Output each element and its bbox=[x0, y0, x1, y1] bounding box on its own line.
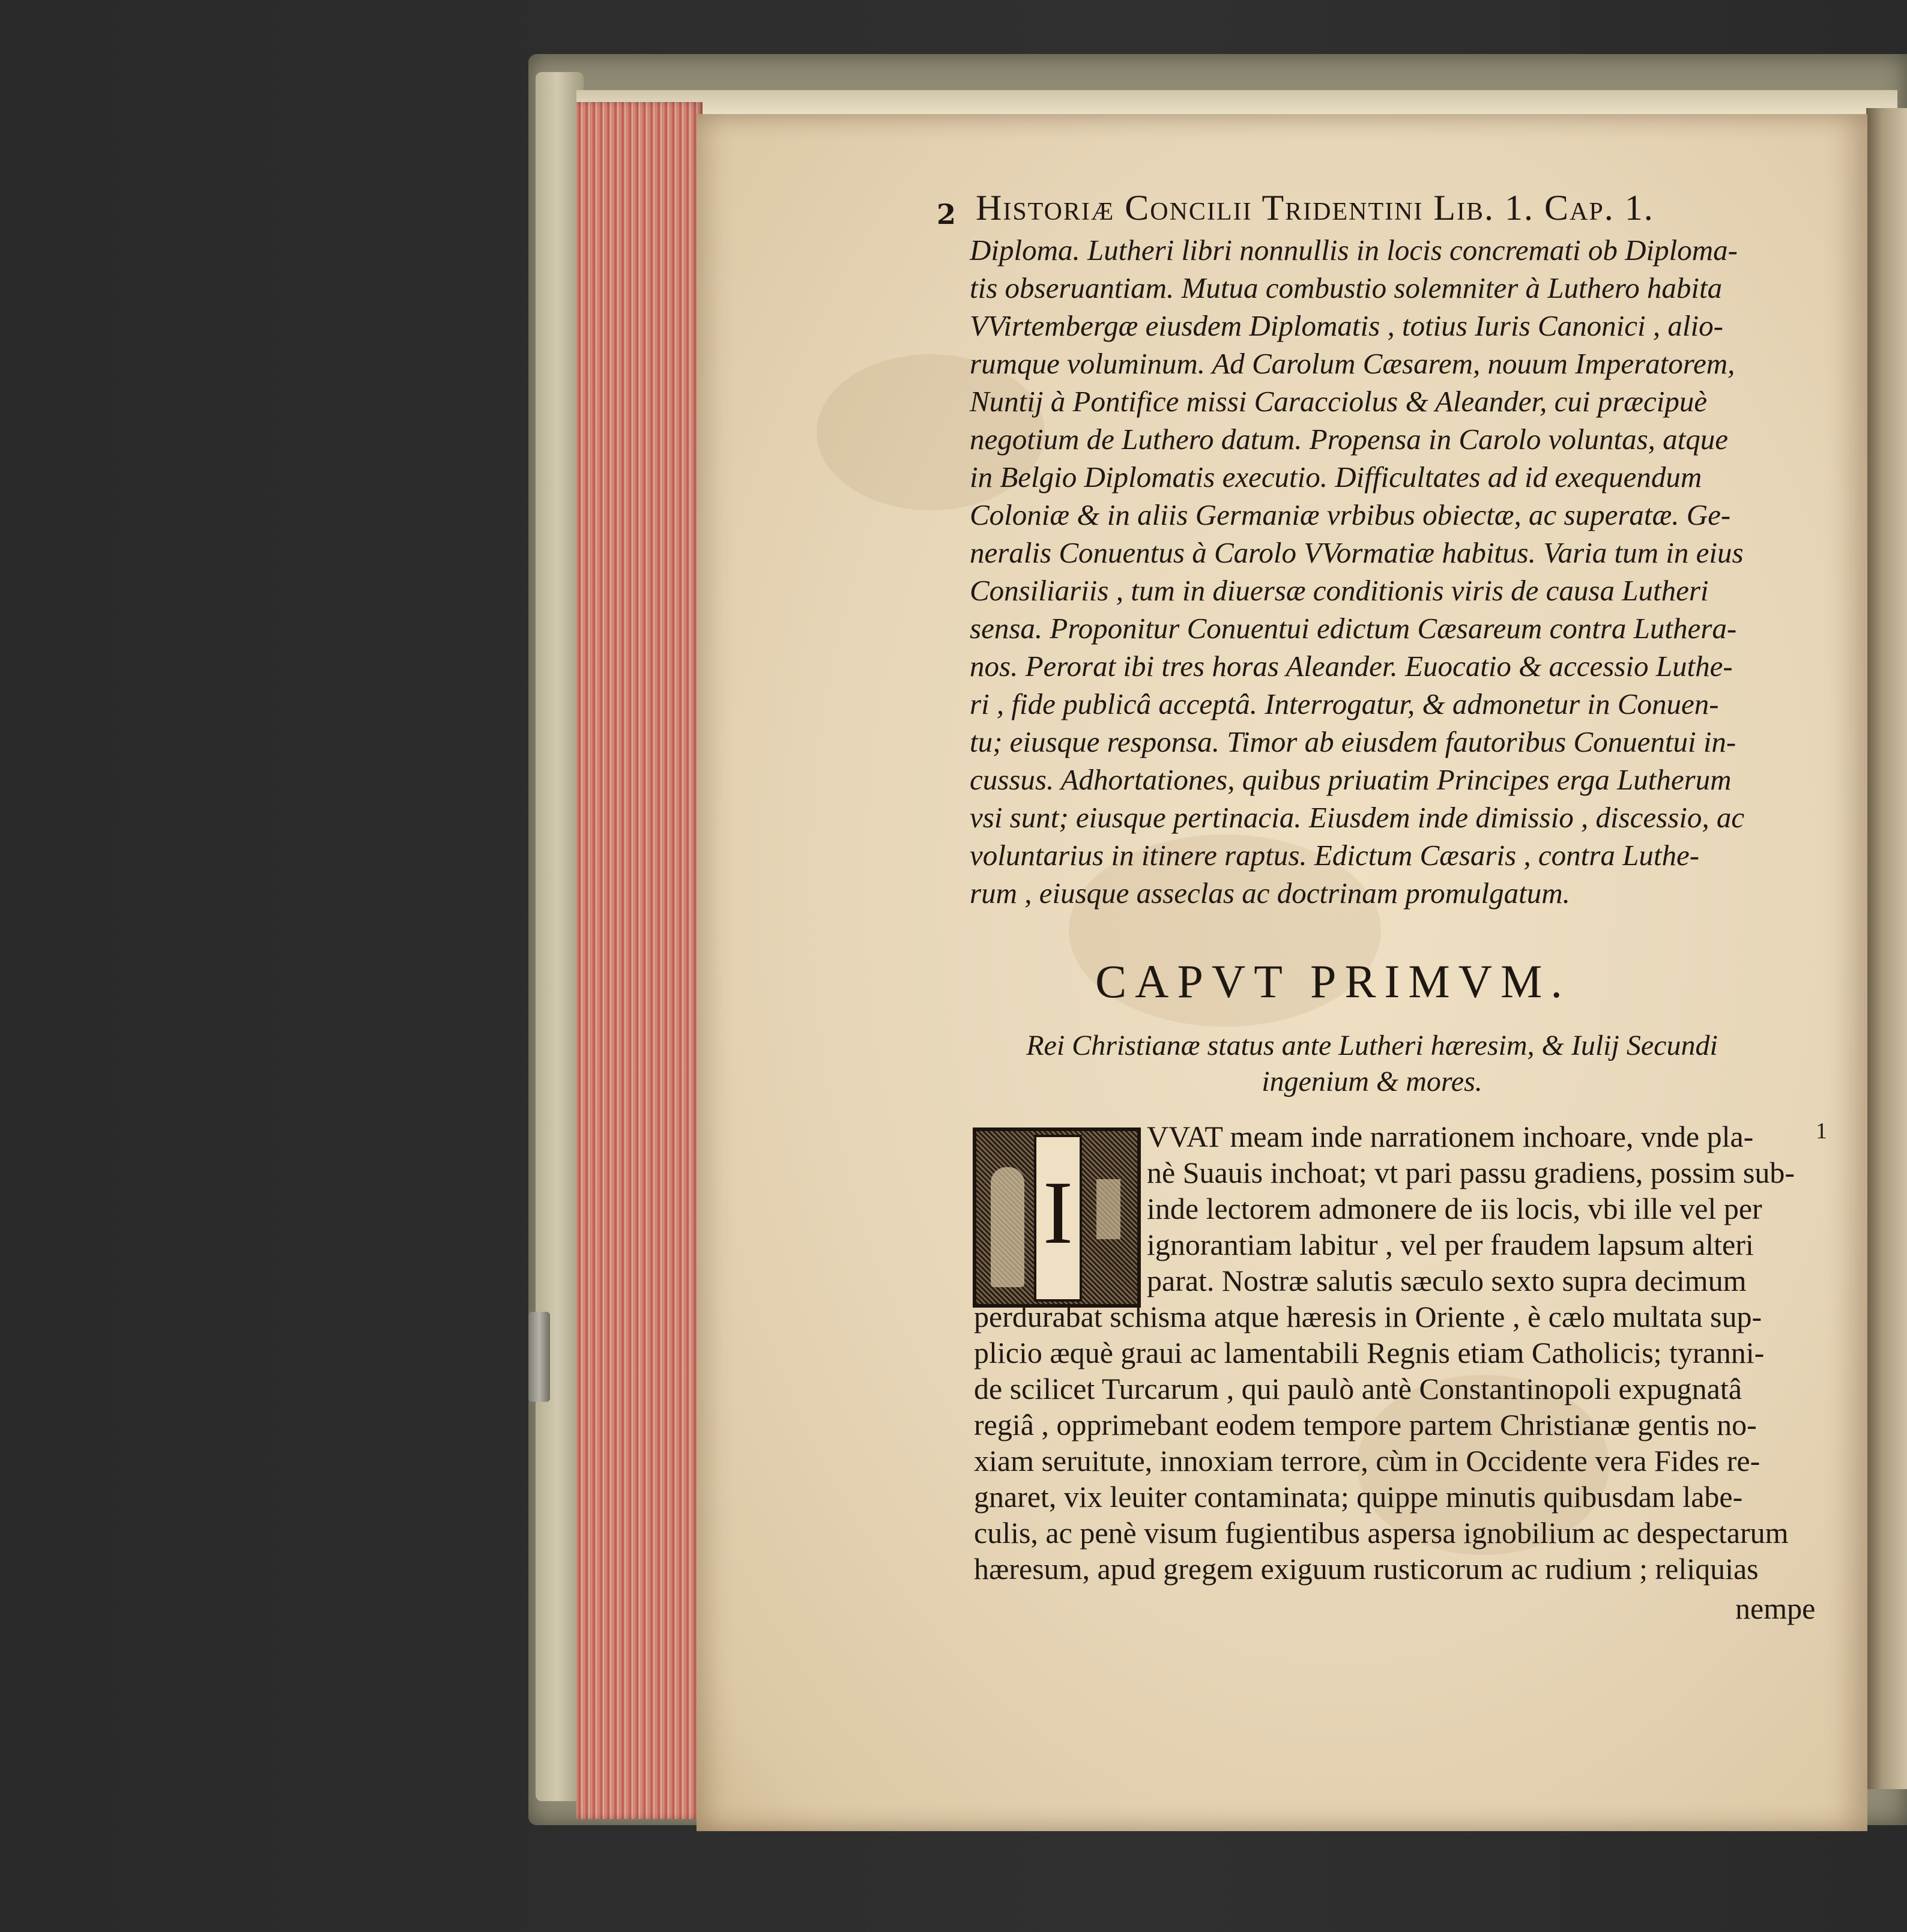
red-page-edges bbox=[576, 102, 703, 1819]
body-line: nè Suauis inchoat; vt pari passu gradiens, possim sub- bbox=[1147, 1156, 1795, 1189]
margin-number: 1 bbox=[1816, 1118, 1827, 1144]
body-line: parat. Nostræ salutis sæculo sexto supra decimum bbox=[1147, 1264, 1747, 1297]
initial-letter-frame bbox=[1034, 1135, 1082, 1302]
body-line: perdurabat schisma atque hæresis in Oriente , è cælo multata sup- bbox=[974, 1300, 1762, 1333]
body-line: hæresum, apud gregem exiguum rusticorum ac rudium ; reliquias bbox=[974, 1552, 1759, 1586]
body-line: plicio æquè graui ac lamentabili Regnis etiam Catholicis; tyranni- bbox=[974, 1336, 1765, 1369]
summary-line: ri , fide publicâ acceptâ. Interrogatur, & admonetur in Conuen- bbox=[970, 687, 1719, 720]
woodcut-initial bbox=[973, 1128, 1141, 1308]
summary-line: rum , eiusque asseclas ac doctrinam promulgatum. bbox=[970, 877, 1570, 910]
body-line: xiam seruitute, innoxiam terrore, cùm in Occidente vera Fides re- bbox=[974, 1444, 1760, 1478]
body-line: culis, ac penè visum fugientibus aspersa ignobilium ac despectarum bbox=[974, 1516, 1789, 1550]
facing-page-edge bbox=[1866, 108, 1907, 1789]
body-line: VVAT meam inde narrationem inchoare, vnde pla- bbox=[1147, 1120, 1754, 1153]
summary-line: neralis Conuentus à Carolo VVormatiæ habitus. Varia tum in eius bbox=[970, 536, 1744, 569]
catchword: nempe bbox=[1735, 1592, 1816, 1625]
page-number-mark: 2 bbox=[937, 198, 957, 231]
body-line: inde lectorem admonere de iis locis, vbi ille vel per bbox=[1147, 1192, 1762, 1225]
summary-line: Coloniæ & in aliis Germaniæ vrbibus obiectæ, ac superatæ. Ge- bbox=[970, 498, 1731, 531]
summary-line: nos. Perorat ibi tres horas Aleander. Euocatio & accessio Luthe- bbox=[970, 650, 1733, 683]
summary-line: tis obseruantiam. Mutua combustio solemniter à Luthero habita bbox=[970, 271, 1723, 304]
summary-line: Nuntij à Pontifice missi Caracciolus & Aleander, cui præcipuè bbox=[970, 385, 1708, 418]
body-line: de scilicet Turcarum , qui paulò antè Constantinopoli expugnatâ bbox=[974, 1372, 1742, 1405]
summary-line: cussus. Adhortationes, quibus priuatim Principes erga Lutherum bbox=[970, 763, 1732, 796]
summary-line: negotium de Luthero datum. Propensa in Carolo voluntas, atque bbox=[970, 423, 1729, 456]
woodcut-figure-icon bbox=[991, 1167, 1024, 1287]
clasp-icon bbox=[528, 1312, 550, 1402]
body-line: ignorantiam labitur , vel per fraudem lapsum alteri bbox=[1147, 1228, 1754, 1261]
summary-line: in Belgio Diplomatis executio. Difficultates ad id exequendum bbox=[970, 460, 1702, 494]
page-edges-top bbox=[576, 90, 1897, 114]
summary-line: sensa. Proponitur Conuentui edictum Cæsareum contra Luthera- bbox=[970, 612, 1737, 645]
chapter-title: CAPVT PRIMVM. bbox=[1095, 955, 1571, 1007]
summary-line: voluntarius in itinere raptus. Edictum Cæsaris , contra Luthe- bbox=[970, 839, 1700, 872]
summary-line: Diploma. Lutheri libri nonnullis in locis concremati ob Diploma- bbox=[970, 234, 1738, 267]
body-line: regiâ , opprimebant eodem tempore partem Christianæ gentis no- bbox=[974, 1408, 1757, 1441]
summary-line: tu; eiusque responsa. Timor ab eiusdem fautoribus Conuentui in- bbox=[970, 725, 1736, 758]
summary-line: rumque voluminum. Ad Carolum Cæsarem, nouum Imperatorem, bbox=[970, 347, 1735, 380]
woodcut-tower-icon bbox=[1096, 1179, 1120, 1239]
summary-line: VVirtembergæ eiusdem Diplomatis , totius Iuris Canonici , alio- bbox=[970, 309, 1723, 342]
body-line: gnaret, vix leuiter contaminata; quippe minutis quibusdam labe- bbox=[974, 1480, 1743, 1514]
summary-line: vsi sunt; eiusque pertinacia. Eiusdem inde dimissio , discessio, ac bbox=[970, 801, 1745, 834]
initial-letter: I bbox=[1043, 1163, 1073, 1263]
chapter-subtitle-line: Rei Christianæ status ante Lutheri hæresim, & Iulij Secundi bbox=[1026, 1030, 1718, 1061]
summary-line: Consiliariis , tum in diuersæ conditionis viris de causa Lutheri bbox=[970, 574, 1709, 607]
chapter-subtitle-line: ingenium & mores. bbox=[1262, 1066, 1482, 1097]
running-head: Historiæ Concilii Tridentini Lib. 1. Cap. 1. bbox=[976, 188, 1654, 228]
